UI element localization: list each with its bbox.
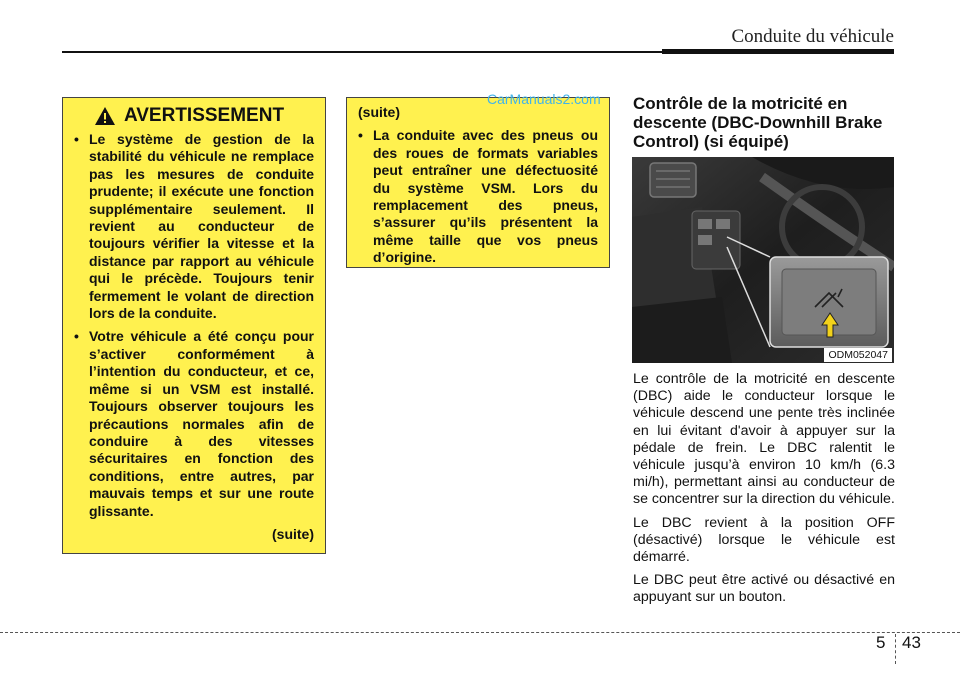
warning-triangle-icon (94, 106, 116, 126)
warning-heading (64, 106, 314, 126)
warning-heading-text: AVERTISSEMENT (123, 105, 285, 127)
warning-item: • Votre véhicule a été conçu pour s’activer conformément à l’intention du conducteur, et ce, même si un VSM est installé. Toujours observer toujours les précautions normales afin de conduire à des vitesses sécuritaires en fonction des conditions, entre autres, par mauvais temps et sur une route glissante. (74, 328, 314, 519)
header-rule-accent (662, 49, 894, 54)
watermark: CarManuals2.com (487, 91, 601, 107)
page-number: 43 (902, 633, 921, 652)
paragraph: Le contrôle de la motricité en descente (DBC) aide le conducteur lorsque le véhicule descend une pente très inclinée en lui évitant d'avoir à appuyer sur la pédale de frein. Le DBC ralentit le véhicule jusqu’à environ 10 km/h (6.3 mi/h), permettant ainsi au conducteur de se concentrer sur la direction du véhicule. (633, 371, 895, 508)
chapter-number: 5 (876, 633, 886, 652)
paragraph: Le DBC revient à la position OFF (désactivé) lorsque le véhicule est démarré. (633, 514, 895, 566)
image-code: ODM052047 (824, 348, 892, 362)
warning-box (62, 97, 326, 554)
header-title: Conduite du véhicule (731, 26, 894, 47)
warning-item: • La conduite avec des pneus ou des roues de formats variables peut entraîner une défectuosité du système VSM. Lors du remplacement des pneus, s’assurer qu’ils présentent la même taille que vos pneus d’origine. (358, 127, 598, 266)
warning-continued-label: (suite) (358, 104, 400, 120)
section-title: Contrôle de la motricité en descente (DBC-Downhill Brake Control) (si équipé) (633, 94, 883, 151)
page-separator (895, 634, 896, 664)
paragraph: Le DBC peut être activé ou désactivé en appuyant sur un bouton. (633, 572, 895, 606)
warning-item: • Le système de gestion de la stabilité du véhicule ne remplace pas les mesures de conduite prudente; il exécute une fonction supplémentaire seulement. Il revient au conducteur de toujours vérifier la vitesse et la distance par rapport au véhicule qui le précède. Toujours tenir fermement le volant de direction lors de la conduite. (74, 131, 314, 322)
warning-item-text: Votre véhicule a été conçu pour s’activer conformément à l’intention du conducteur, et ce, même si un VSM est installé. Toujours observer toujours les précautions normales afin de conduire à des vitesses sécuritaires en fonction des conditions, entre autres, par mauvais temps et sur une route glissante. (89, 328, 314, 519)
warning-continued: (suite) (272, 525, 314, 542)
warning-item-text: Le système de gestion de la stabilité du véhicule ne remplace pas les mesures de conduite prudente; il exécute une fonction supplémentaire seulement. Il revient au conducteur de toujours vérifier la vitesse et la distance par rapport au véhicule qui le précède. Toujours tenir fermement le volant de direction lors de la conduite. (89, 131, 314, 322)
warning-continued-box (346, 97, 610, 268)
dbc-button-photo (632, 157, 894, 363)
footer-rule (0, 632, 960, 633)
warning-item-text: La conduite avec des pneus ou des roues de formats variables peut entraîner une défectuosité du système VSM. Lors du remplacement des pneus, s’assurer qu’ils présentent la même taille que vos pneus d’origine. (373, 127, 598, 266)
dashboard-illustration (632, 157, 894, 363)
section-body (633, 371, 895, 613)
